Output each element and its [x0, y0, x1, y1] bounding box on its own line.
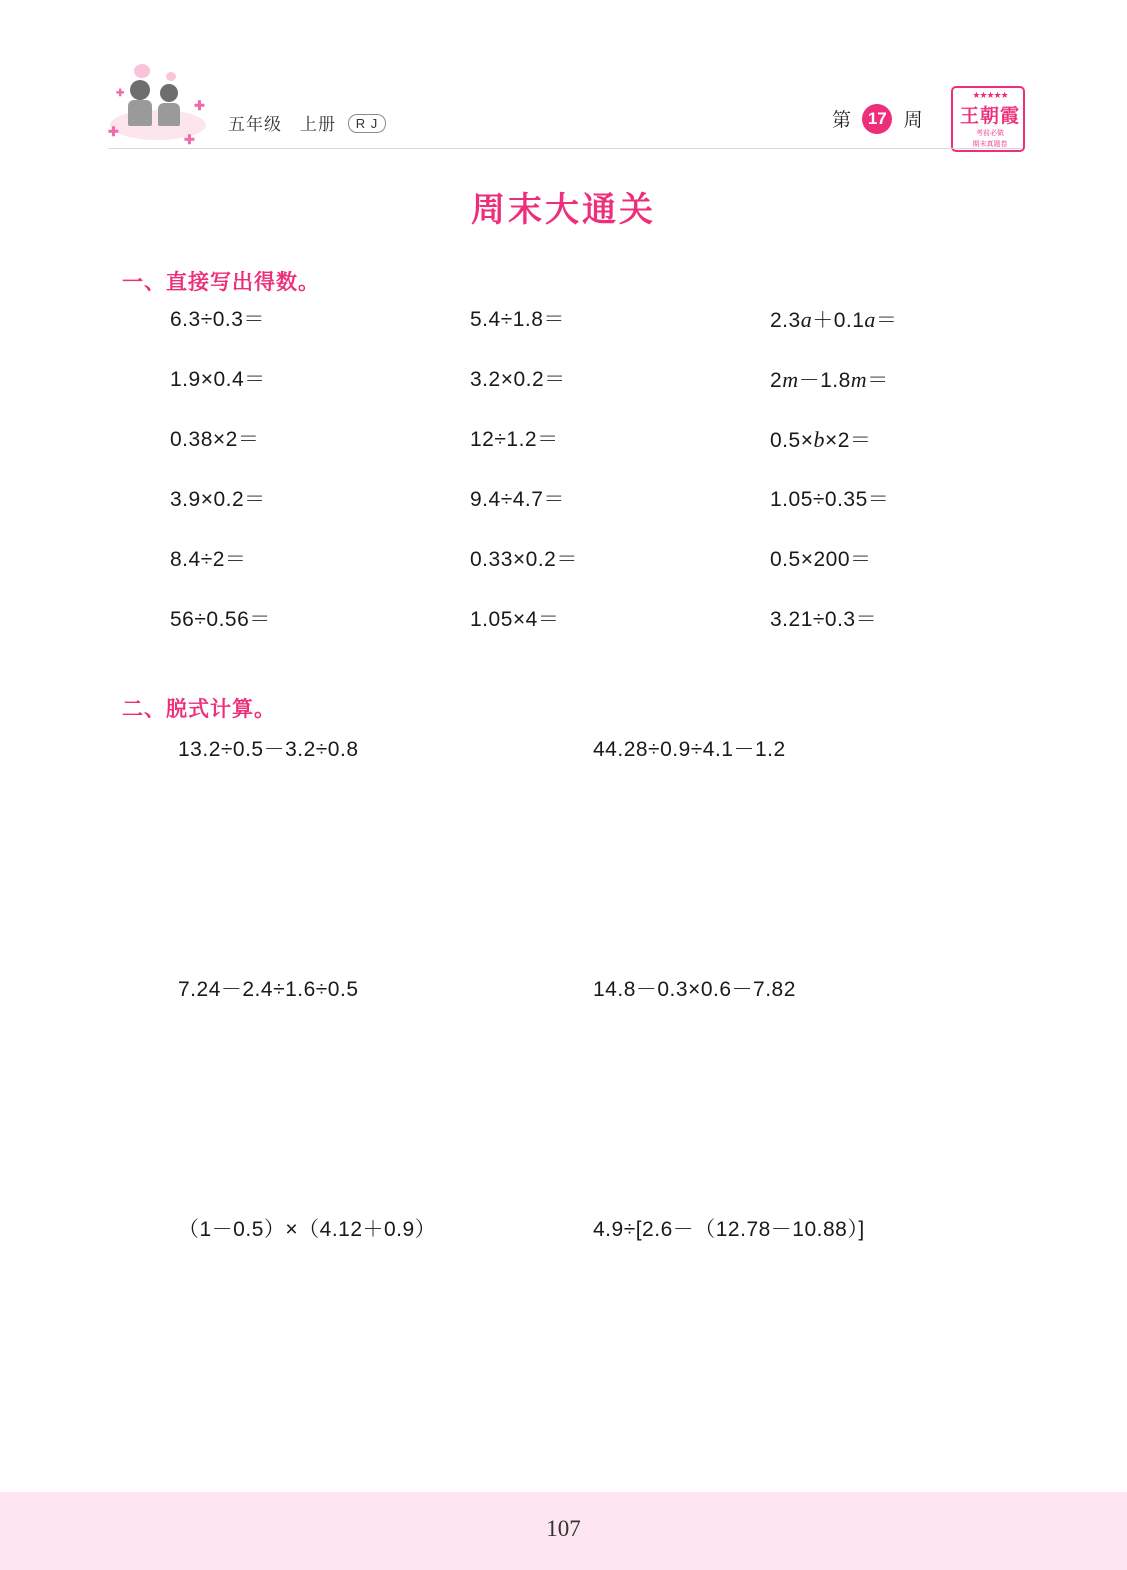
- exercise-item: 12÷1.2＝: [470, 428, 559, 451]
- section-heading-1: 一、直接写出得数。: [122, 271, 320, 294]
- exercise-item: 13.2÷0.5－3.2÷0.8: [178, 738, 359, 761]
- exercise-item: 8.4÷2＝: [170, 548, 247, 571]
- brand-name: 王朝霞: [959, 106, 1020, 127]
- stars-icon: ★★★★★: [972, 90, 1008, 100]
- exercise-item: 56÷0.56＝: [170, 608, 271, 631]
- exercise-item: 7.24－2.4÷1.6÷0.5: [178, 978, 359, 1001]
- week-prefix: 第: [832, 110, 852, 131]
- exercise-item: 1.05×4＝: [470, 608, 560, 631]
- exercise-item: 6.3÷0.3＝: [170, 308, 265, 331]
- exercise-item: 3.9×0.2＝: [170, 488, 266, 511]
- exercise-item: 4.9÷[2.6－（12.78－10.88）]: [593, 1218, 865, 1241]
- grade-label: 五年级 上册: [228, 115, 336, 134]
- exercise-item: 1.9×0.4＝: [170, 368, 266, 391]
- exercise-item: 2.3a＋0.1a＝: [770, 307, 898, 332]
- exercise-item: 0.5×200＝: [770, 548, 872, 571]
- exercise-item: 14.8－0.3×0.6－7.82: [593, 978, 796, 1001]
- page-number: 107: [546, 1516, 581, 1541]
- exercise-item: 0.5×b×2＝: [770, 427, 872, 452]
- exercise-item: 9.4÷4.7＝: [470, 488, 565, 511]
- exercise-item: 1.05÷0.35＝: [770, 488, 890, 511]
- week-number: 17: [862, 104, 892, 134]
- exercise-item: （1－0.5）×（4.12＋0.9）: [178, 1218, 437, 1241]
- brand-subtitle: 考前必做: [976, 130, 1004, 137]
- page-header: [0, 0, 1127, 160]
- header-divider: [108, 148, 1021, 149]
- exercise-item: 5.4÷1.8＝: [470, 308, 565, 331]
- grade-info: [228, 110, 386, 135]
- week-suffix: 周: [903, 110, 923, 131]
- exercise-item: 0.38×2＝: [170, 428, 260, 451]
- exercise-item: 2m－1.8m＝: [770, 367, 889, 392]
- section-heading-2: 二、脱式计算。: [122, 698, 276, 721]
- exercise-item: 44.28÷0.9÷4.1－1.2: [593, 738, 786, 761]
- exercise-item: 0.33×0.2＝: [470, 548, 578, 571]
- brand-subtitle-2: 期末真题卷: [972, 141, 1008, 148]
- two-students-illustration: ✚ ✚ ✚ ✚: [104, 58, 212, 150]
- oral-calculation-grid: [170, 308, 1000, 668]
- exercise-item: 3.21÷0.3＝: [770, 608, 878, 631]
- written-calculation-grid: [178, 738, 1018, 1458]
- exercise-item: 3.2×0.2＝: [470, 368, 566, 391]
- page-title: 周末大通关: [471, 191, 656, 229]
- brand-stamp: [951, 86, 1025, 152]
- week-indicator: [832, 104, 923, 134]
- edition-badge: R J: [348, 114, 387, 133]
